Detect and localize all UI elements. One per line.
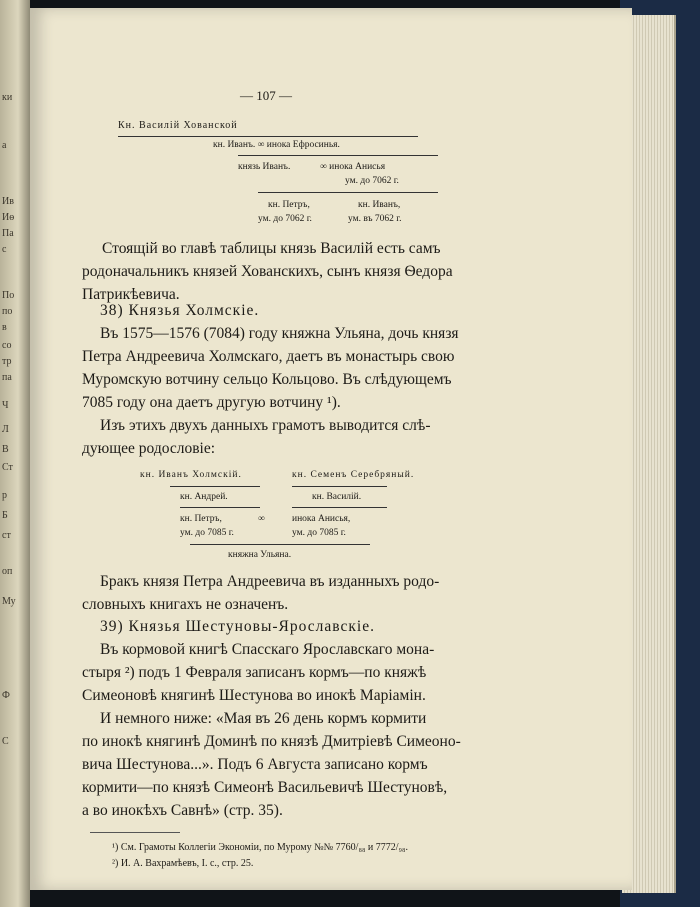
left-page-edge xyxy=(0,0,30,907)
para2-line: Изъ этихъ двухъ данныхъ грамотъ выводится слѣ- xyxy=(100,417,431,434)
genealogy2-right-root: кн. Семенъ Серебряный. xyxy=(292,470,415,480)
genealogy2-marriage-symbol: ∞ xyxy=(258,514,265,524)
left-page-fragment: а xyxy=(2,140,7,151)
genealogy1-gen3-right: ∞ инока Анисья xyxy=(320,162,386,172)
para1-line: Стоящій во главѣ таблицы князь Василій есть самъ xyxy=(102,240,441,257)
genealogy2-left-gen3-name: кн. Петръ, xyxy=(180,514,222,524)
footnote-1: ¹) См. Грамоты Коллегіи Экономіи, по Мурому №№ 7760/₈₈ и 7772/₉₈. xyxy=(112,842,409,853)
para4-line: вича Шестунова...». Подъ 6 Августа записано кормъ xyxy=(82,756,428,773)
para4-line: стыря ²) подъ 1 Февраля записанъ кормъ—по княжѣ xyxy=(82,664,427,681)
genealogy2-right-gen2: кн. Василій. xyxy=(312,492,362,502)
left-page-fragment: по xyxy=(2,306,13,317)
para2-line: Въ 1575—1576 (7084) году княжна Ульяна, дочь князя xyxy=(100,325,459,342)
para3-line: словныхъ книгахъ не означенъ. xyxy=(82,596,289,613)
left-page-fragment: Б xyxy=(2,510,8,521)
genealogy1-rule-2 xyxy=(238,155,438,156)
para2-line: 7085 году она даетъ другую вотчину ¹). xyxy=(82,394,341,411)
para3-line: Бракъ князя Петра Андреевича въ изданныхъ родо- xyxy=(100,573,440,590)
genealogy1-gen4-right-note: ум. въ 7062 г. xyxy=(348,214,402,224)
genealogy2-rule-left-1 xyxy=(170,486,260,487)
para4-line: а во инокѣхъ Савнѣ» (стр. 35). xyxy=(82,802,283,819)
genealogy2-rule-right-2 xyxy=(292,507,387,508)
left-page-fragment: тр xyxy=(2,356,12,367)
para2-line: дующее родословіе: xyxy=(82,440,216,457)
left-page-fragment: Па xyxy=(2,228,14,239)
left-page-fragment: Ч xyxy=(2,400,9,411)
para2-line: Петра Андреевича Холмскаго, даетъ въ монастырь свою xyxy=(82,348,455,365)
left-page-fragment: С xyxy=(2,736,9,747)
genealogy2-right-gen3-name: инока Анисья, xyxy=(292,514,351,524)
left-page-fragment: в xyxy=(2,322,7,333)
genealogy1-gen3-left: князь Иванъ. xyxy=(238,162,291,172)
left-page-fragment: Л xyxy=(2,424,9,435)
left-page-fragment: Иѳ xyxy=(2,212,15,223)
genealogy2-child: княжна Ульяна. xyxy=(228,550,292,560)
genealogy2-left-gen2: кн. Андрей. xyxy=(180,492,228,502)
genealogy2-rule-left-2 xyxy=(180,507,260,508)
para4-line: Симеоновѣ княгинѣ Шестунова во инокѣ Маріамін. xyxy=(82,687,426,704)
left-page-fragment: Ст xyxy=(2,462,13,473)
left-page-fragment: ки xyxy=(2,92,13,103)
left-page-fragment: со xyxy=(2,340,12,351)
para2-line: Муромскую вотчину сельцо Кольцово. Въ слѣдующемъ xyxy=(82,371,452,388)
genealogy1-gen3-note: ум. до 7062 г. xyxy=(345,176,399,186)
left-page-fragment: Му xyxy=(2,596,16,607)
section39-title: 39) Князья Шестуновы-Ярославскіе. xyxy=(100,618,375,635)
left-page-fragment: с xyxy=(2,244,7,255)
book-page xyxy=(30,8,632,890)
genealogy2-left-root: кн. Иванъ Холмскій. xyxy=(140,470,242,480)
left-page-fragment: Ф xyxy=(2,690,10,701)
para1-line: родоначальникъ князей Хованскихъ, сынъ князя Ѳедора xyxy=(82,263,453,280)
para4-line: кормити—по князѣ Симеонѣ Васильевичѣ Шестуновѣ, xyxy=(82,779,448,796)
para4-line: И немного ниже: «Мая въ 26 день кормъ кормити xyxy=(100,710,427,727)
left-page-fragment: В xyxy=(2,444,9,455)
genealogy1-rule-3 xyxy=(258,192,438,193)
genealogy1-rule-1 xyxy=(118,136,418,137)
genealogy2-right-gen3-note: ум. до 7085 г. xyxy=(292,528,346,538)
genealogy1-root: Кн. Василій Хованской xyxy=(118,120,238,131)
genealogy1-gen4-left-name: кн. Петръ, xyxy=(268,200,310,210)
left-page-fragment: па xyxy=(2,372,12,383)
genealogy2-left-gen3-note: ум. до 7085 г. xyxy=(180,528,234,538)
genealogy2-rule-right-1 xyxy=(292,486,387,487)
para4-line: по инокѣ княгинѣ Доминѣ по князѣ Дмитріевѣ Симеоно- xyxy=(82,733,461,750)
footnote-2: ²) И. А. Вахрамѣевъ, I. с., стр. 25. xyxy=(112,858,254,869)
genealogy1-gen4-right-name: кн. Иванъ, xyxy=(358,200,401,210)
genealogy2-rule-3 xyxy=(190,544,370,545)
para4-line: Въ кормовой книгѣ Спасскаго Ярославскаго мона- xyxy=(100,641,435,658)
section38-title: 38) Князья Холмскіе. xyxy=(100,302,260,319)
left-page-fragment: Ив xyxy=(2,196,14,207)
footnote-separator xyxy=(90,832,180,833)
para1-line: Патрикѣевича. xyxy=(82,286,180,303)
left-page-fragment: ст xyxy=(2,530,11,541)
page-number: — 107 — xyxy=(240,88,292,103)
left-page-fragment: По xyxy=(2,290,15,301)
left-page-fragment: р xyxy=(2,490,7,501)
left-page-fragment: оп xyxy=(2,566,13,577)
genealogy1-gen4-left-note: ум. до 7062 г. xyxy=(258,214,312,224)
genealogy1-gen2: кн. Иванъ. ∞ инока Ефросинья. xyxy=(213,140,340,150)
